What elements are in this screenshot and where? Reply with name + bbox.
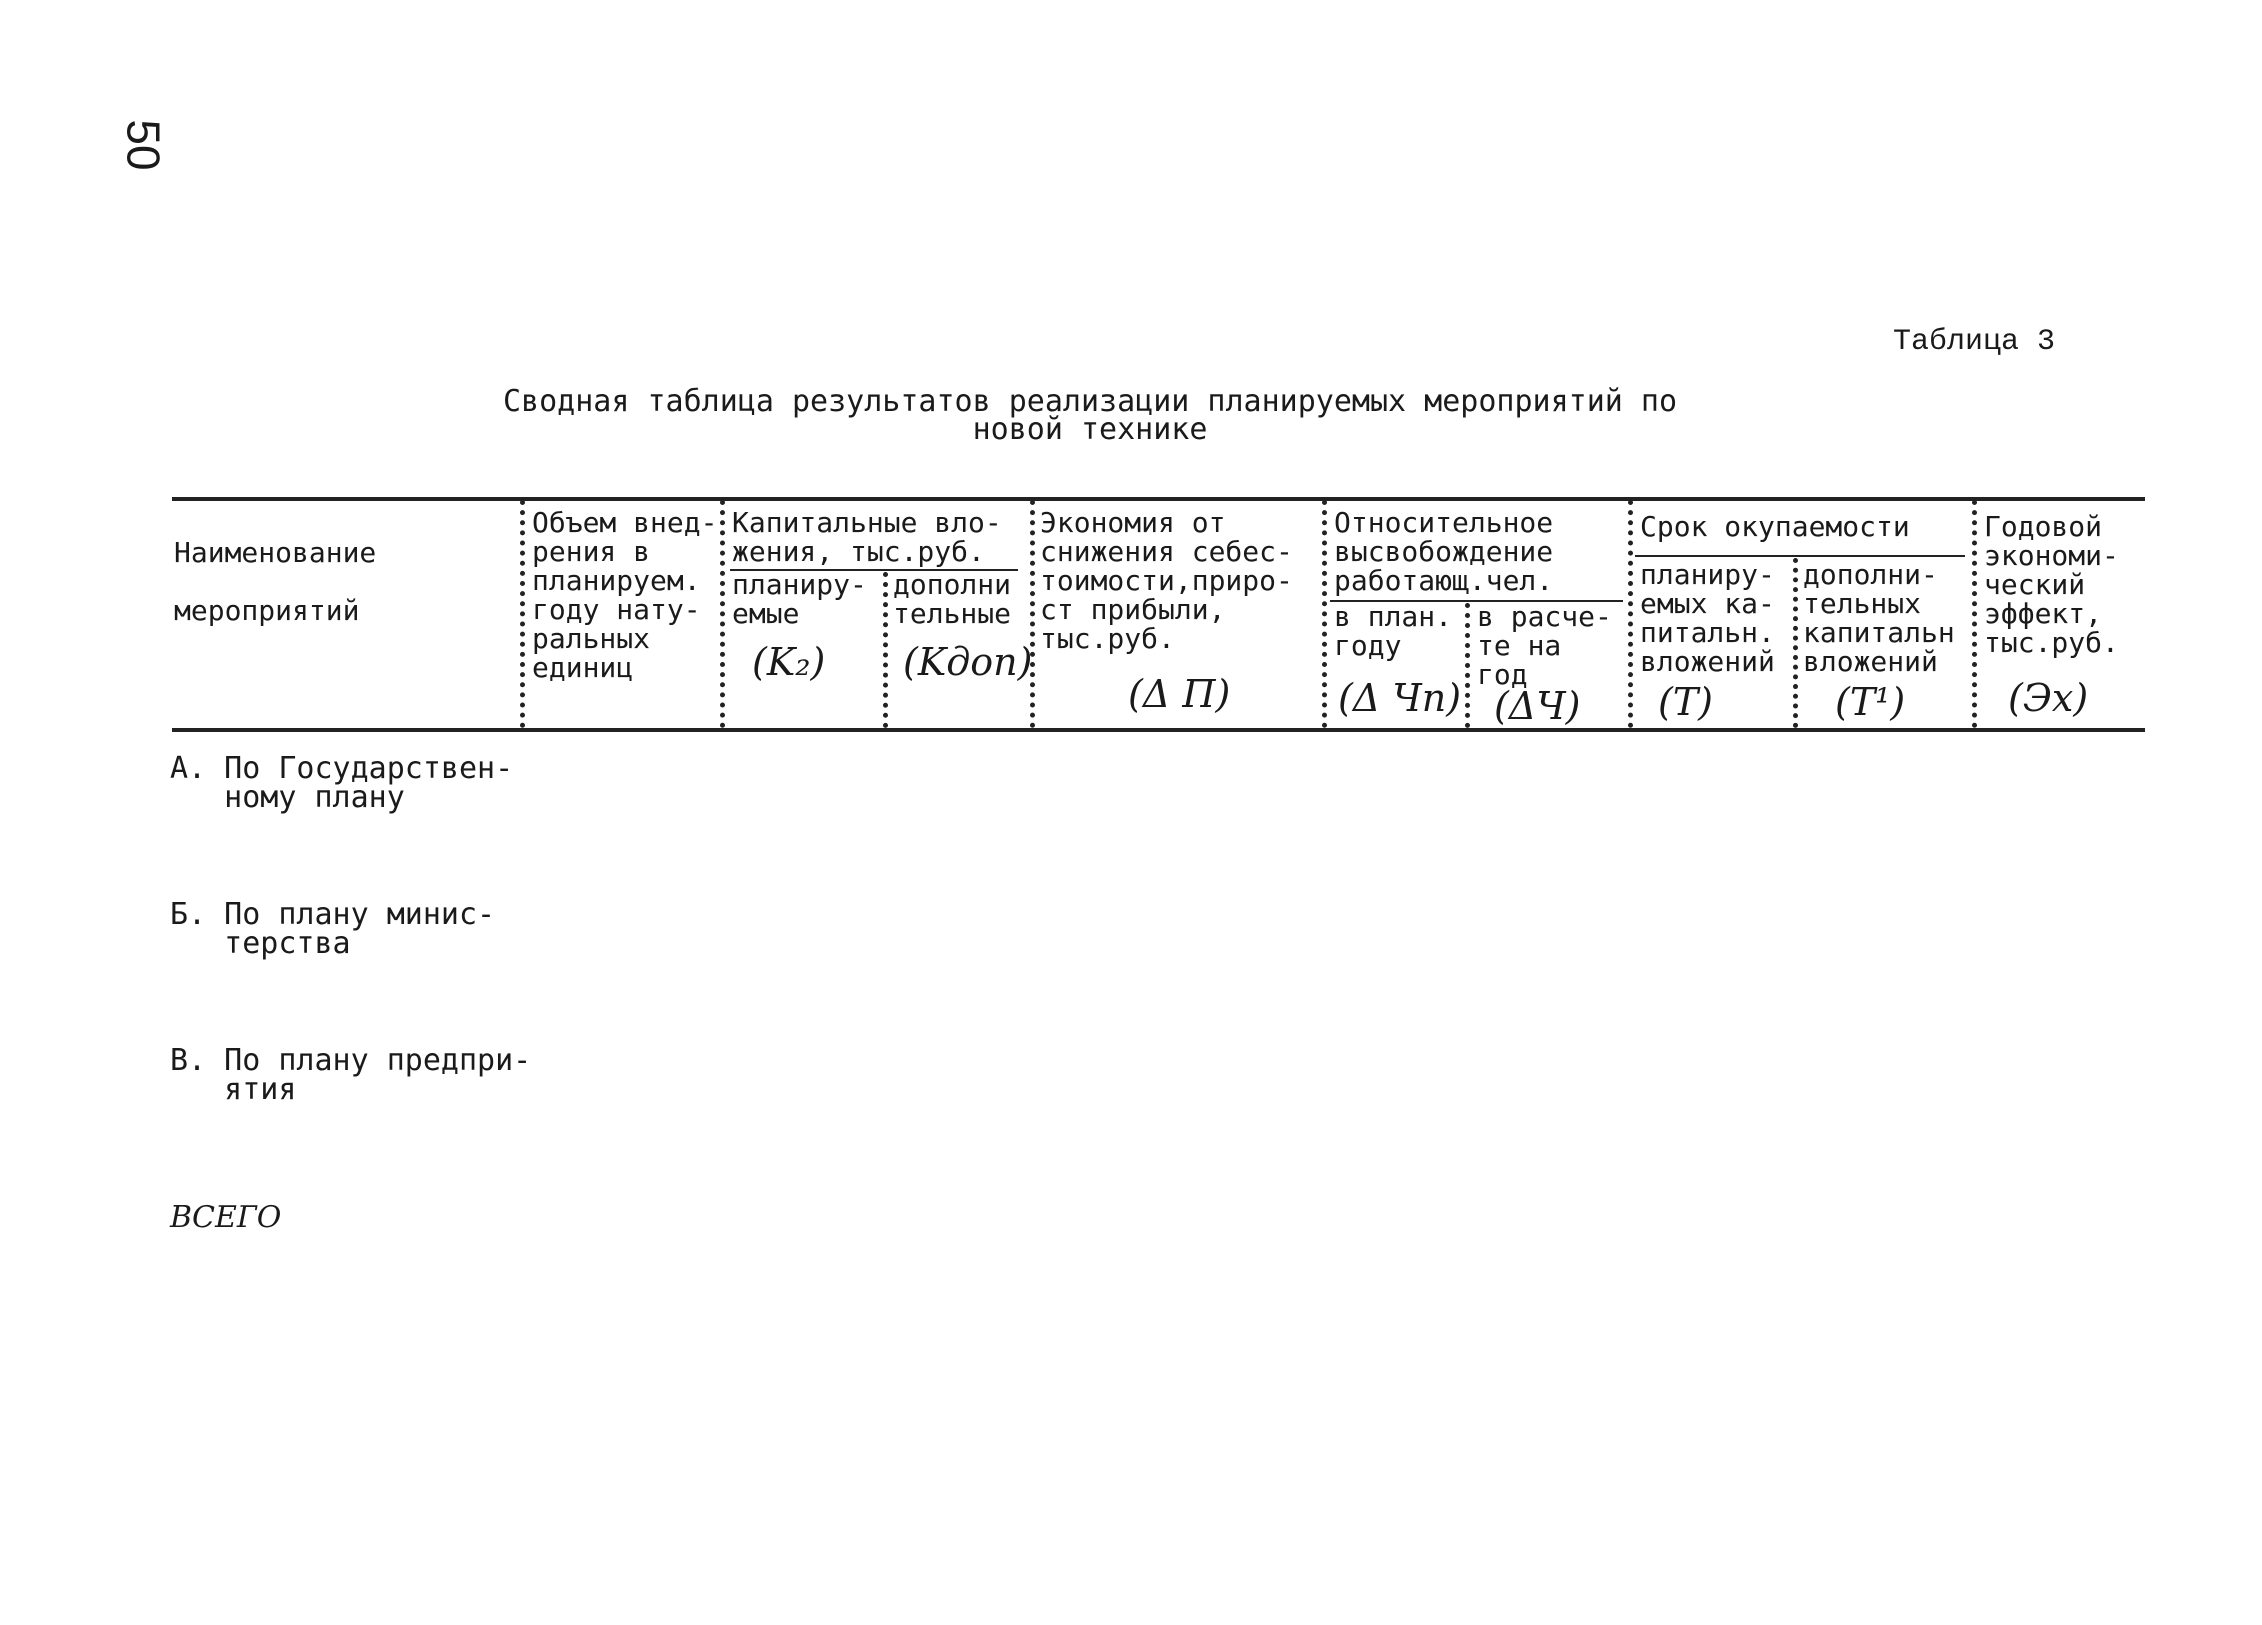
payback-planned-symbol: (Т) xyxy=(1658,680,1713,724)
column-economy: Экономия от снижения себес- тоимости,приро- ст прибыли, тыс.руб. xyxy=(1040,506,1293,655)
column-separator xyxy=(1465,603,1470,728)
column-payback-planned: планиру- емых ка- питальн. вложений xyxy=(1640,558,1775,678)
row-label-ministry-plan: Б. По плану минис- терства xyxy=(170,897,496,961)
column-release: Относительное высвобождение работающ.чел. xyxy=(1334,506,1554,597)
column-capital-planned: планиру- емые xyxy=(732,568,867,630)
column-name-line-2: мероприятий xyxy=(174,594,360,627)
column-separator xyxy=(883,572,888,728)
table-top-rule xyxy=(172,497,2145,501)
column-volume: Объем внед- рения в планируем. году нату- ральных единиц xyxy=(532,506,718,684)
release-per-year-symbol: (ΔЧ) xyxy=(1494,684,1581,728)
column-capital-additional: дополни тельные xyxy=(893,568,1012,630)
title-line-2: новой технике xyxy=(972,412,1208,447)
release-plan-year-symbol: (Δ Чп) xyxy=(1338,676,1462,720)
column-release-per-year: в расче- те на год xyxy=(1477,600,1612,691)
column-name-line-1: Наименование xyxy=(174,536,377,569)
payback-additional-symbol: (Т¹) xyxy=(1835,680,1906,724)
row-label-enterprise-plan: В. По плану предпри- ятия xyxy=(170,1043,532,1107)
column-payback: Срок окупаемости xyxy=(1640,510,1910,543)
column-separator xyxy=(1030,500,1035,728)
column-separator xyxy=(1972,500,1977,728)
total-label: ВСЕГО xyxy=(170,1200,282,1235)
capital-planned-symbol: (K₂) xyxy=(752,640,826,684)
capital-additional-symbol: (Kдоп) xyxy=(903,640,1033,684)
row-label-state-plan: А. По Государствен- ному плану xyxy=(170,751,514,815)
column-payback-additional: дополни- тельных капитальн вложений xyxy=(1803,558,1955,678)
column-capital: Капитальные вло- жения, тыс.руб. xyxy=(732,506,1002,568)
table-header-bottom-rule xyxy=(172,728,2145,732)
column-release-plan-year: в план. году xyxy=(1334,600,1453,662)
economy-symbol: (Δ П) xyxy=(1128,672,1231,716)
column-separator xyxy=(1322,500,1327,728)
table-label: Таблица 3 xyxy=(1893,325,2056,359)
column-separator xyxy=(1628,500,1633,728)
table-title xyxy=(400,384,1780,447)
page-number: 50 xyxy=(117,119,170,171)
column-separator xyxy=(1793,558,1798,728)
title-line-1: Сводная таблица результатов реализации планируемых мероприятий по xyxy=(503,384,1677,419)
payback-subheader-rule xyxy=(1635,555,1965,557)
annual-effect-symbol: (Эх) xyxy=(2008,676,2089,720)
column-separator xyxy=(720,500,725,728)
column-separator xyxy=(520,500,525,728)
column-annual-effect: Годовой экономи- ческий эффект, тыс.руб. xyxy=(1984,510,2119,659)
